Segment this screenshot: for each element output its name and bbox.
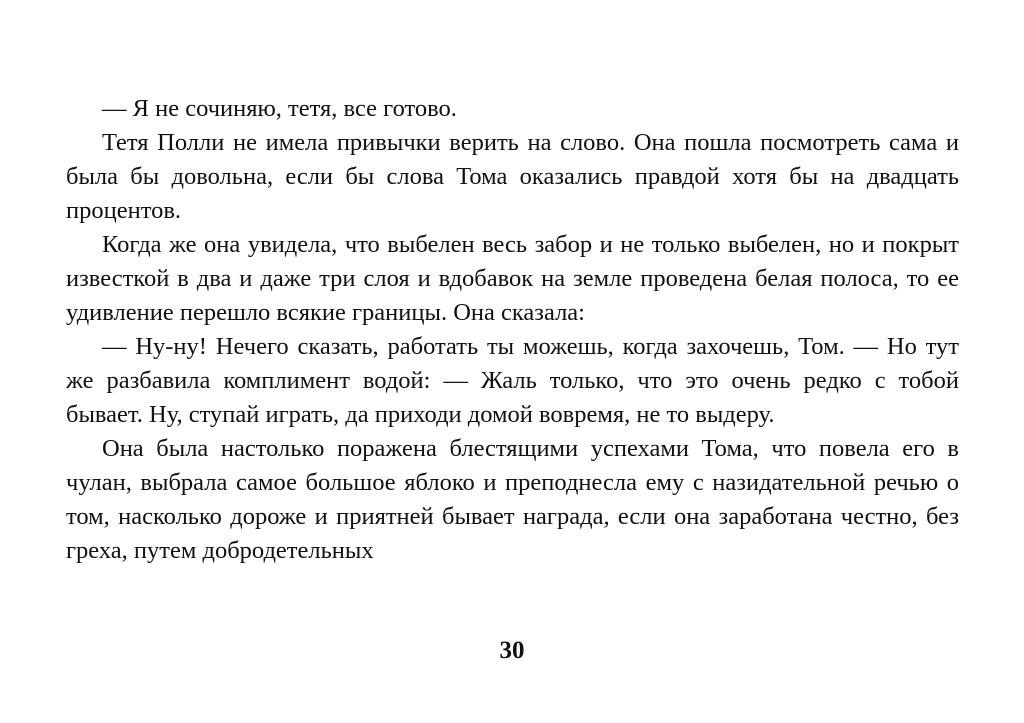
paragraph-fence: Когда же она увидела, что выбелен весь забор и не только выбелен, но и покрыт известкой в два и даже три слоя и вдобавок на земле проведена белая полоса, то ее удивление перешло всякие границы. Она сказала: (66, 231, 959, 326)
paragraph-apple: Она была настолько поражена блестящими успехами Тома, что повела его в чулан, выбрала самое большое яблоко и преподнесла ему с назидательной речью о том, насколько дороже и приятней бывает награда, если она заработана честно, без греха, путем добродетельных (66, 435, 959, 564)
paragraph-dialogue-2: — Ну-ну! Нечего сказать, работать ты можешь, когда захочешь, Том. — Но тут же разбавила комплимент водой: — Жаль только, что это очень редко с тобой бывает. Ну, ступай играть, да приходи домой вовремя, не то выдеру. (66, 333, 959, 428)
body-text (66, 92, 959, 568)
page-number: 30 (499, 637, 525, 664)
paragraph-dialogue-1: — Я не сочиняю, тетя, все готово. (102, 95, 457, 122)
paragraph-aunt-polly: Тетя Полли не имела привычки верить на слово. Она пошла посмотреть сама и была бы довольна, если бы слова Тома оказались правдой хотя бы на двадцать процентов. (66, 129, 959, 224)
